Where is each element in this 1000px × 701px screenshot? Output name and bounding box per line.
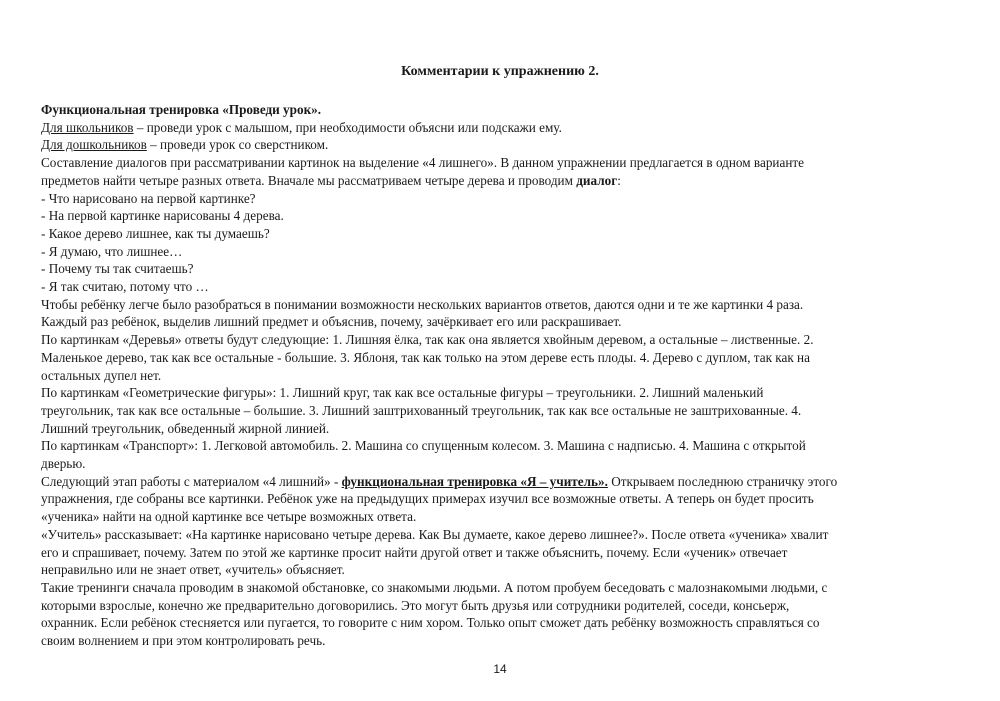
teacher-line: его и спрашивает, почему. Затем по этой же картинке просит найти другой ответ и также объяснить, почему. Если «ученик» отвечает xyxy=(41,544,788,560)
section-heading: Функциональная тренировка «Проведи урок». xyxy=(41,102,322,117)
next-stage-line: упражнения, где собраны все картинки. Ребёнок уже на предыдущих примерах изучил все возможные ответы. А теперь он будет просить xyxy=(41,491,814,507)
preschoolers-text: – проведи урок со сверстником. xyxy=(146,137,329,153)
teacher-training-title: функциональная тренировка «Я – учитель». xyxy=(341,473,608,489)
schoolers-text: – проведи урок с малышом, при необходимости объясни или подскажи ему. xyxy=(133,119,562,135)
intro-line: Составление диалогов при рассматривании картинок на выделение «4 лишнего». В данном упражнении предлагается в одном варианте xyxy=(41,155,804,171)
teacher-line: неправильно или не знает ответ, «учитель» объясняет. xyxy=(41,562,345,578)
intro-line xyxy=(41,172,976,190)
page-number: 14 xyxy=(493,662,507,676)
shapes-line: По картинкам «Геометрические фигуры»: 1. Лишний круг, так как все остальные фигуры – треугольники. 2. Лишний маленький xyxy=(41,385,764,401)
preschoolers-label: Для дошкольников xyxy=(41,137,147,153)
trainings-line: своим волнением и при этом контролировать речь. xyxy=(41,633,326,649)
dialog-line: - На первой картинке нарисованы 4 дерева. xyxy=(41,208,284,224)
next-stage-line: «ученика» найти на одной картинке все четыре возможных ответа. xyxy=(41,509,417,525)
trainings-line: Такие тренинги сначала проводим в знакомой обстановке, со знакомыми людьми. А потом пробуем беседовать с малознакомыми людьми, с xyxy=(41,579,828,595)
dialog-line: - Какое дерево лишнее, как ты думаешь? xyxy=(41,225,270,241)
transport-line: По картинкам «Транспорт»: 1. Легковой автомобиль. 2. Машина со спущенным колесом. 3. Машина с надписью. 4. Машина с открытой xyxy=(41,438,806,454)
trees-line: остальных дупел нет. xyxy=(41,367,162,383)
shapes-line: Лишний треугольник, обведенный жирной линией. xyxy=(41,420,330,436)
shapes-line: треугольник, так как все остальные – большие. 3. Лишний заштрихованный треугольник, так как все остальные не заштрихованные. 4. xyxy=(41,402,802,418)
dialog-word: диалог xyxy=(576,172,618,188)
schoolers-label: Для школьников xyxy=(41,119,134,135)
dialog-line: - Я думаю, что лишнее… xyxy=(41,243,183,259)
trainings-line: которыми взрослые, конечно же предварительно договорились. Это могут быть друзья или сотрудники родителей, соседи, консьерж, xyxy=(41,597,790,613)
dialog-line: - Я так считаю, потому что … xyxy=(41,279,209,295)
dialog-line: - Что нарисовано на первой картинке? xyxy=(41,190,256,206)
teacher-line: «Учитель» рассказывает: «На картинке нарисовано четыре дерева. Как Вы думаете, какое дерево лишнее?». После ответа «ученика» хвалит xyxy=(41,526,829,542)
document-title: Комментарии к упражнению 2. xyxy=(401,64,599,79)
intro-colon: : xyxy=(617,172,621,188)
paragraph-line: Чтобы ребёнку легче было разобраться в понимании возможности нескольких вариантов ответов, даются одни и те же картинки 4 раза. xyxy=(41,296,804,312)
transport-line: дверью. xyxy=(41,456,86,472)
schoolers-line xyxy=(41,119,976,137)
next-stage-text: Открываем последнюю страничку этого xyxy=(607,473,838,489)
trees-line: По картинкам «Деревья» ответы будут следующие: 1. Лишняя ёлка, так как она является хвойным деревом, а остальные – лиственные. 2. xyxy=(41,332,814,348)
paragraph-line: Каждый раз ребёнок, выделив лишний предмет и объяснив, почему, зачёркивает его или раскрашивает. xyxy=(41,314,622,330)
trees-line: Маленькое дерево, так как все остальные - большие. 3. Яблоня, так как только на этом дереве есть плоды. 4. Дерево с дуплом, так как на xyxy=(41,349,810,365)
intro-text: предметов найти четыре разных ответа. Вначале мы рассматриваем четыре дерева и проводим xyxy=(41,172,577,188)
next-stage-line xyxy=(41,473,976,491)
dialog-line: - Почему ты так считаешь? xyxy=(41,261,194,277)
document-body xyxy=(41,101,976,650)
trainings-line: охранник. Если ребёнок стесняется или пугается, то говорите с ним хором. Только опыт сможет дать ребёнку возможность справляться со xyxy=(41,615,820,631)
preschoolers-line xyxy=(41,136,976,154)
next-stage-text: Следующий этап работы с материалом «4 лишний» - xyxy=(41,473,342,489)
